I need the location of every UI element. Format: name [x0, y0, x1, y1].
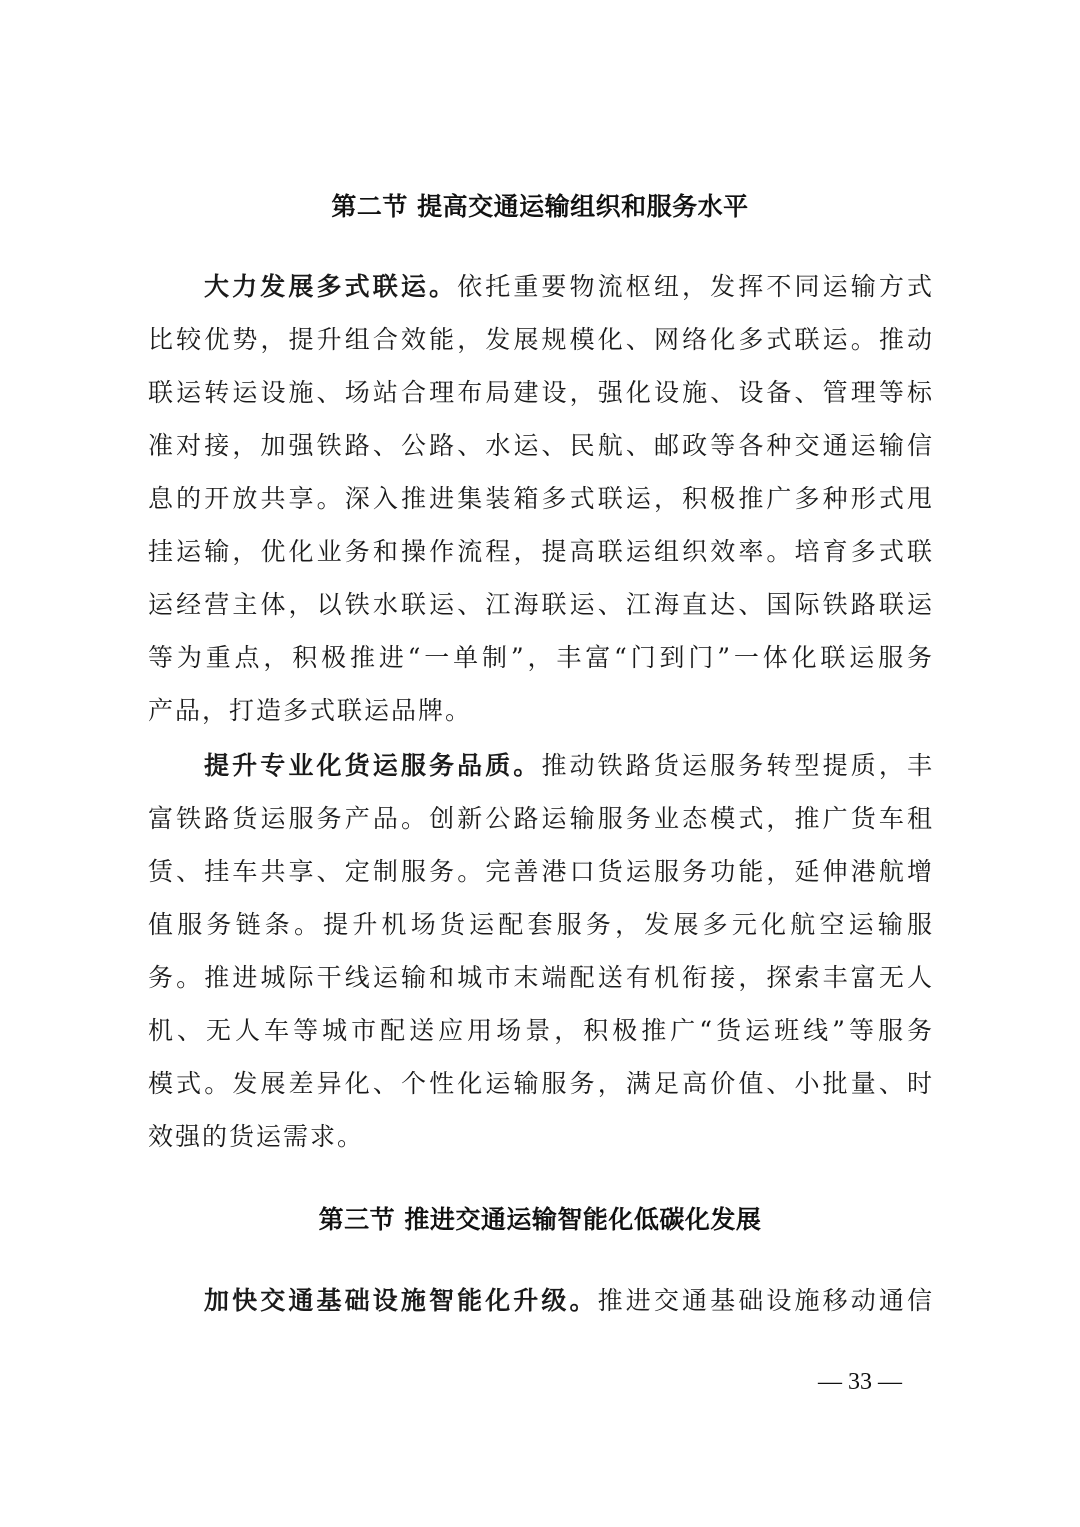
text-line: 效强的货运需求。	[148, 1122, 365, 1151]
text-line: 挂运输，优化业务和操作流程，提高联运组织效率。培育多式联	[148, 537, 934, 566]
line-text: 推动铁路货运服务转型提质，丰	[541, 751, 934, 780]
section-heading-3: 第三节 推进交通运输智能化低碳化发展	[318, 1205, 762, 1234]
paragraph-lead: 加快交通基础设施智能化升级。	[204, 1286, 598, 1315]
line-text: 推进交通基础设施移动通信	[597, 1286, 934, 1315]
text-line: 比较优势，提升组合效能，发展规模化、网络化多式联运。推动	[148, 325, 934, 354]
text-line: 准对接，加强铁路、公路、水运、民航、邮政等各种交通运输信	[148, 431, 934, 460]
page-number: — 33 —	[818, 1369, 902, 1395]
section-heading-2: 第二节 提高交通运输组织和服务水平	[331, 192, 749, 221]
text-line: 务。推进城际干线运输和城市末端配送有机衔接，探索丰富无人	[148, 963, 934, 992]
text-line: 联运转运设施、场站合理布局建设，强化设施、设备、管理等标	[148, 378, 934, 407]
text-line: 机、无人车等城市配送应用场景，积极推广“货运班线”等服务	[148, 1016, 934, 1045]
text-line: 富铁路货运服务产品。创新公路运输服务业态模式，推广货车租	[148, 804, 934, 833]
text-line: 赁、挂车共享、定制服务。完善港口货运服务功能，延伸港航增	[148, 857, 934, 886]
paragraph-freight-service	[148, 739, 934, 1163]
paragraph-lead: 提升专业化货运服务品质。	[204, 751, 542, 780]
text-line	[148, 260, 934, 313]
paragraph-smart-infrastructure	[148, 1274, 934, 1327]
text-line: 运经营主体，以铁水联运、江海联运、江海直达、国际铁路联运	[148, 590, 934, 619]
text-line: 等为重点，积极推进“一单制”，丰富“门到门”一体化联运服务	[148, 643, 934, 672]
text-line: 模式。发展差异化、个性化运输服务，满足高价值、小批量、时	[148, 1069, 934, 1098]
text-line: 息的开放共享。深入推进集装箱多式联运，积极推广多种形式甩	[148, 484, 934, 513]
paragraph-multimodal-transport	[148, 260, 934, 737]
text-line	[148, 1274, 934, 1327]
line-text: 依托重要物流枢纽，发挥不同运输方式	[457, 272, 934, 301]
text-line: 值服务链条。提升机场货运配套服务，发展多元化航空运输服	[148, 910, 934, 939]
text-line	[148, 739, 934, 792]
text-line: 产品，打造多式联运品牌。	[148, 696, 473, 725]
paragraph-lead: 大力发展多式联运。	[204, 272, 458, 301]
